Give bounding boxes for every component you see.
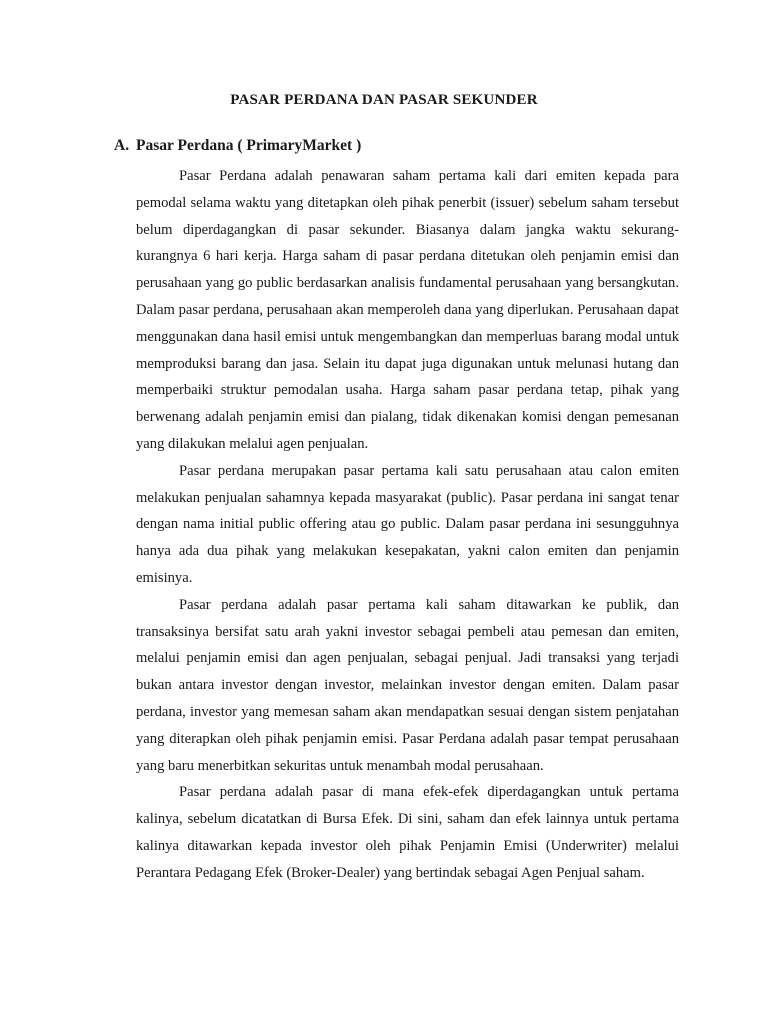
paragraph-3: Pasar perdana adalah pasar pertama kali saham ditawarkan ke publik, dan transaksinya bersifat satu arah yakni investor sebagai pembeli atau pemesan dan emiten, melalui penjamin emisi dan agen penjualan, sebagai penjual. Jadi transaksi yang terjadi bukan antara investor dengan investor, melainkan investor dengan emiten. Dalam pasar perdana, investor yang memesan saham akan mendapatkan sesuai dengan sistem penjatahan yang diterapkan oleh pihak penjamin emisi. Pasar Perdana adalah pasar tempat perusahaan yang baru menerbitkan sekuritas untuk menambah modal perusahaan.: [136, 596, 679, 774]
paragraph-4: Pasar perdana adalah pasar di mana efek-efek diperdagangkan untuk pertama kalinya, sebelum dicatatkan di Bursa Efek. Di sini, saham dan efek lainnya untuk pertama kalinya ditawarkan kepada investor oleh pihak Penjamin Emisi (Underwriter) melalui Perantara Pedagang Efek (Broker-Dealer) yang bertindak sebagai Agen Penjual saham.: [136, 784, 679, 881]
document-title: PASAR PERDANA DAN PASAR SEKUNDER: [230, 92, 538, 108]
paragraph-2: Pasar perdana merupakan pasar pertama kali satu perusahaan atau calon emiten melakukan penjualan sahamnya kepada masyarakat (public). Pasar perdana ini sangat tenar dengan nama initial public offering atau go public. Dalam pasar perdana ini sesungguhnya hanya ada dua pihak yang melakukan kesepakatan, yakni calon emiten dan penjamin emisinya.: [136, 462, 679, 586]
section-heading: [114, 137, 674, 155]
section-body: [136, 163, 679, 887]
paragraph-1: Pasar Perdana adalah penawaran saham pertama kali dari emiten kepada para pemodal selama waktu yang ditetapkan oleh pihak penerbit (issuer) sebelum saham tersebut belum diperdagangkan di pasar sekunder. Biasanya dalam jangka waktu sekurang-kurangnya 6 hari kerja. Harga saham di pasar perdana ditetukan oleh penjamin emisi dan perusahaan yang go public berdasarkan analisis fundamental perusahaan yang bersangkutan. Dalam pasar perdana, perusahaan akan memperoleh dana yang diperlukan. Perusahaan dapat menggunakan dana hasil emisi untuk mengembangkan dan memperluas barang modal untuk memproduksi barang dan jasa. Selain itu dapat juga digunakan untuk melunasi hutang dan memperbaiki struktur pemodalan usaha. Harga saham pasar perdana tetap, pihak yang berwenang adalah penjamin emisi dan pialang, tidak dikenakan komisi dengan pemesanan yang dilakukan melalui agen penjualan.: [136, 168, 679, 452]
section-marker: A.: [114, 137, 130, 154]
section-heading-text: Pasar Perdana ( PrimaryMarket ): [136, 137, 362, 154]
